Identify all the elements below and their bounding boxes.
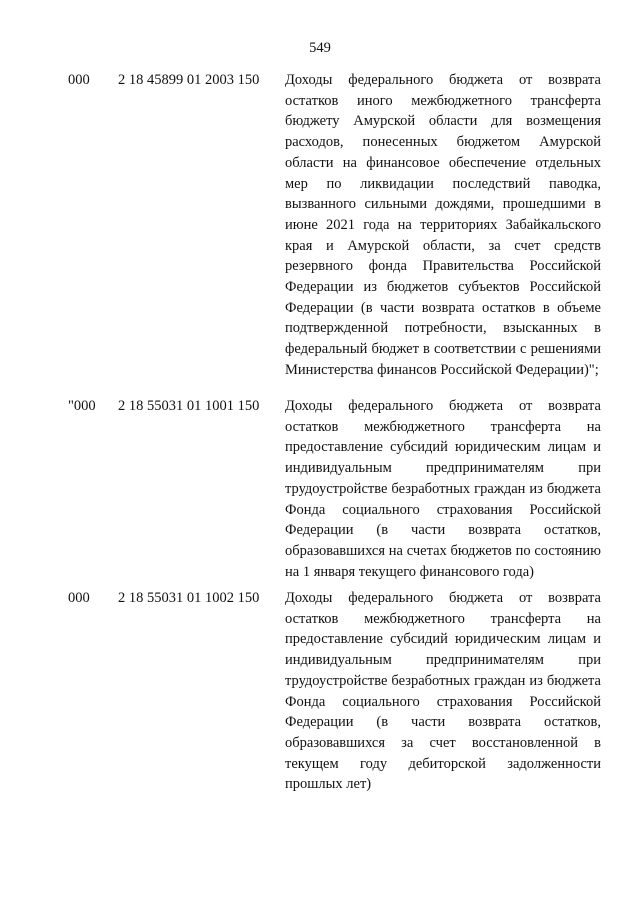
page-number: 549 xyxy=(309,40,331,56)
admin-code: 000 xyxy=(68,590,90,606)
income-description: Доходы федерального бюджета от возврата остатков межбюджетного трансферта на предоставление субсидий юридическим лицам и индивидуальным предпринимателям при трудоустройстве безработных граждан из бюджета Фонда социального страхования Российской Федерации (в части возврата остатков, образовавшихся на счетах бюджетов по состоянию на 1 января текущего финансового года) xyxy=(285,398,601,580)
table-row xyxy=(0,588,640,808)
table-row xyxy=(0,396,640,588)
budget-classification-code: 2 18 45899 01 2003 150 xyxy=(118,72,260,88)
admin-code: 000 xyxy=(68,72,90,88)
budget-classification-code: 2 18 55031 01 1002 150 xyxy=(118,590,260,606)
income-description: Доходы федерального бюджета от возврата остатков межбюджетного трансферта на предоставление субсидий юридическим лицам и индивидуальным предпринимателям при трудоустройстве безработных граждан из бюджета Фонда социального страхования Российской Федерации (в части возврата остатков, образовавшихся за счет восстановленной в текущем году дебиторской задолженности прошлых лет) xyxy=(285,590,601,793)
budget-classification-code: 2 18 55031 01 1001 150 xyxy=(118,398,260,414)
budget-code-table xyxy=(0,70,640,808)
income-description: Доходы федерального бюджета от возврата остатков иного межбюджетного трансферта бюджету Амурской области для возмещения расходов, понесенных бюджетом Амурской области на финансовое обеспечение отдельных мер по ликвидации последствий паводка, вызванного сильными дождями, прошедшими в июне 2021 года на территориях Забайкальского края и Амурской области, за счет средств резервного фонда Правительства Российской Федерации из бюджетов субъектов Российской Федерации (в части возврата остатков в объеме подтвержденной потребности, взысканных в федеральный бюджет в соответствии с решениями Министерства финансов Российской Федерации)"; xyxy=(285,72,601,378)
table-row xyxy=(0,70,640,396)
admin-code: "000 xyxy=(68,398,96,414)
